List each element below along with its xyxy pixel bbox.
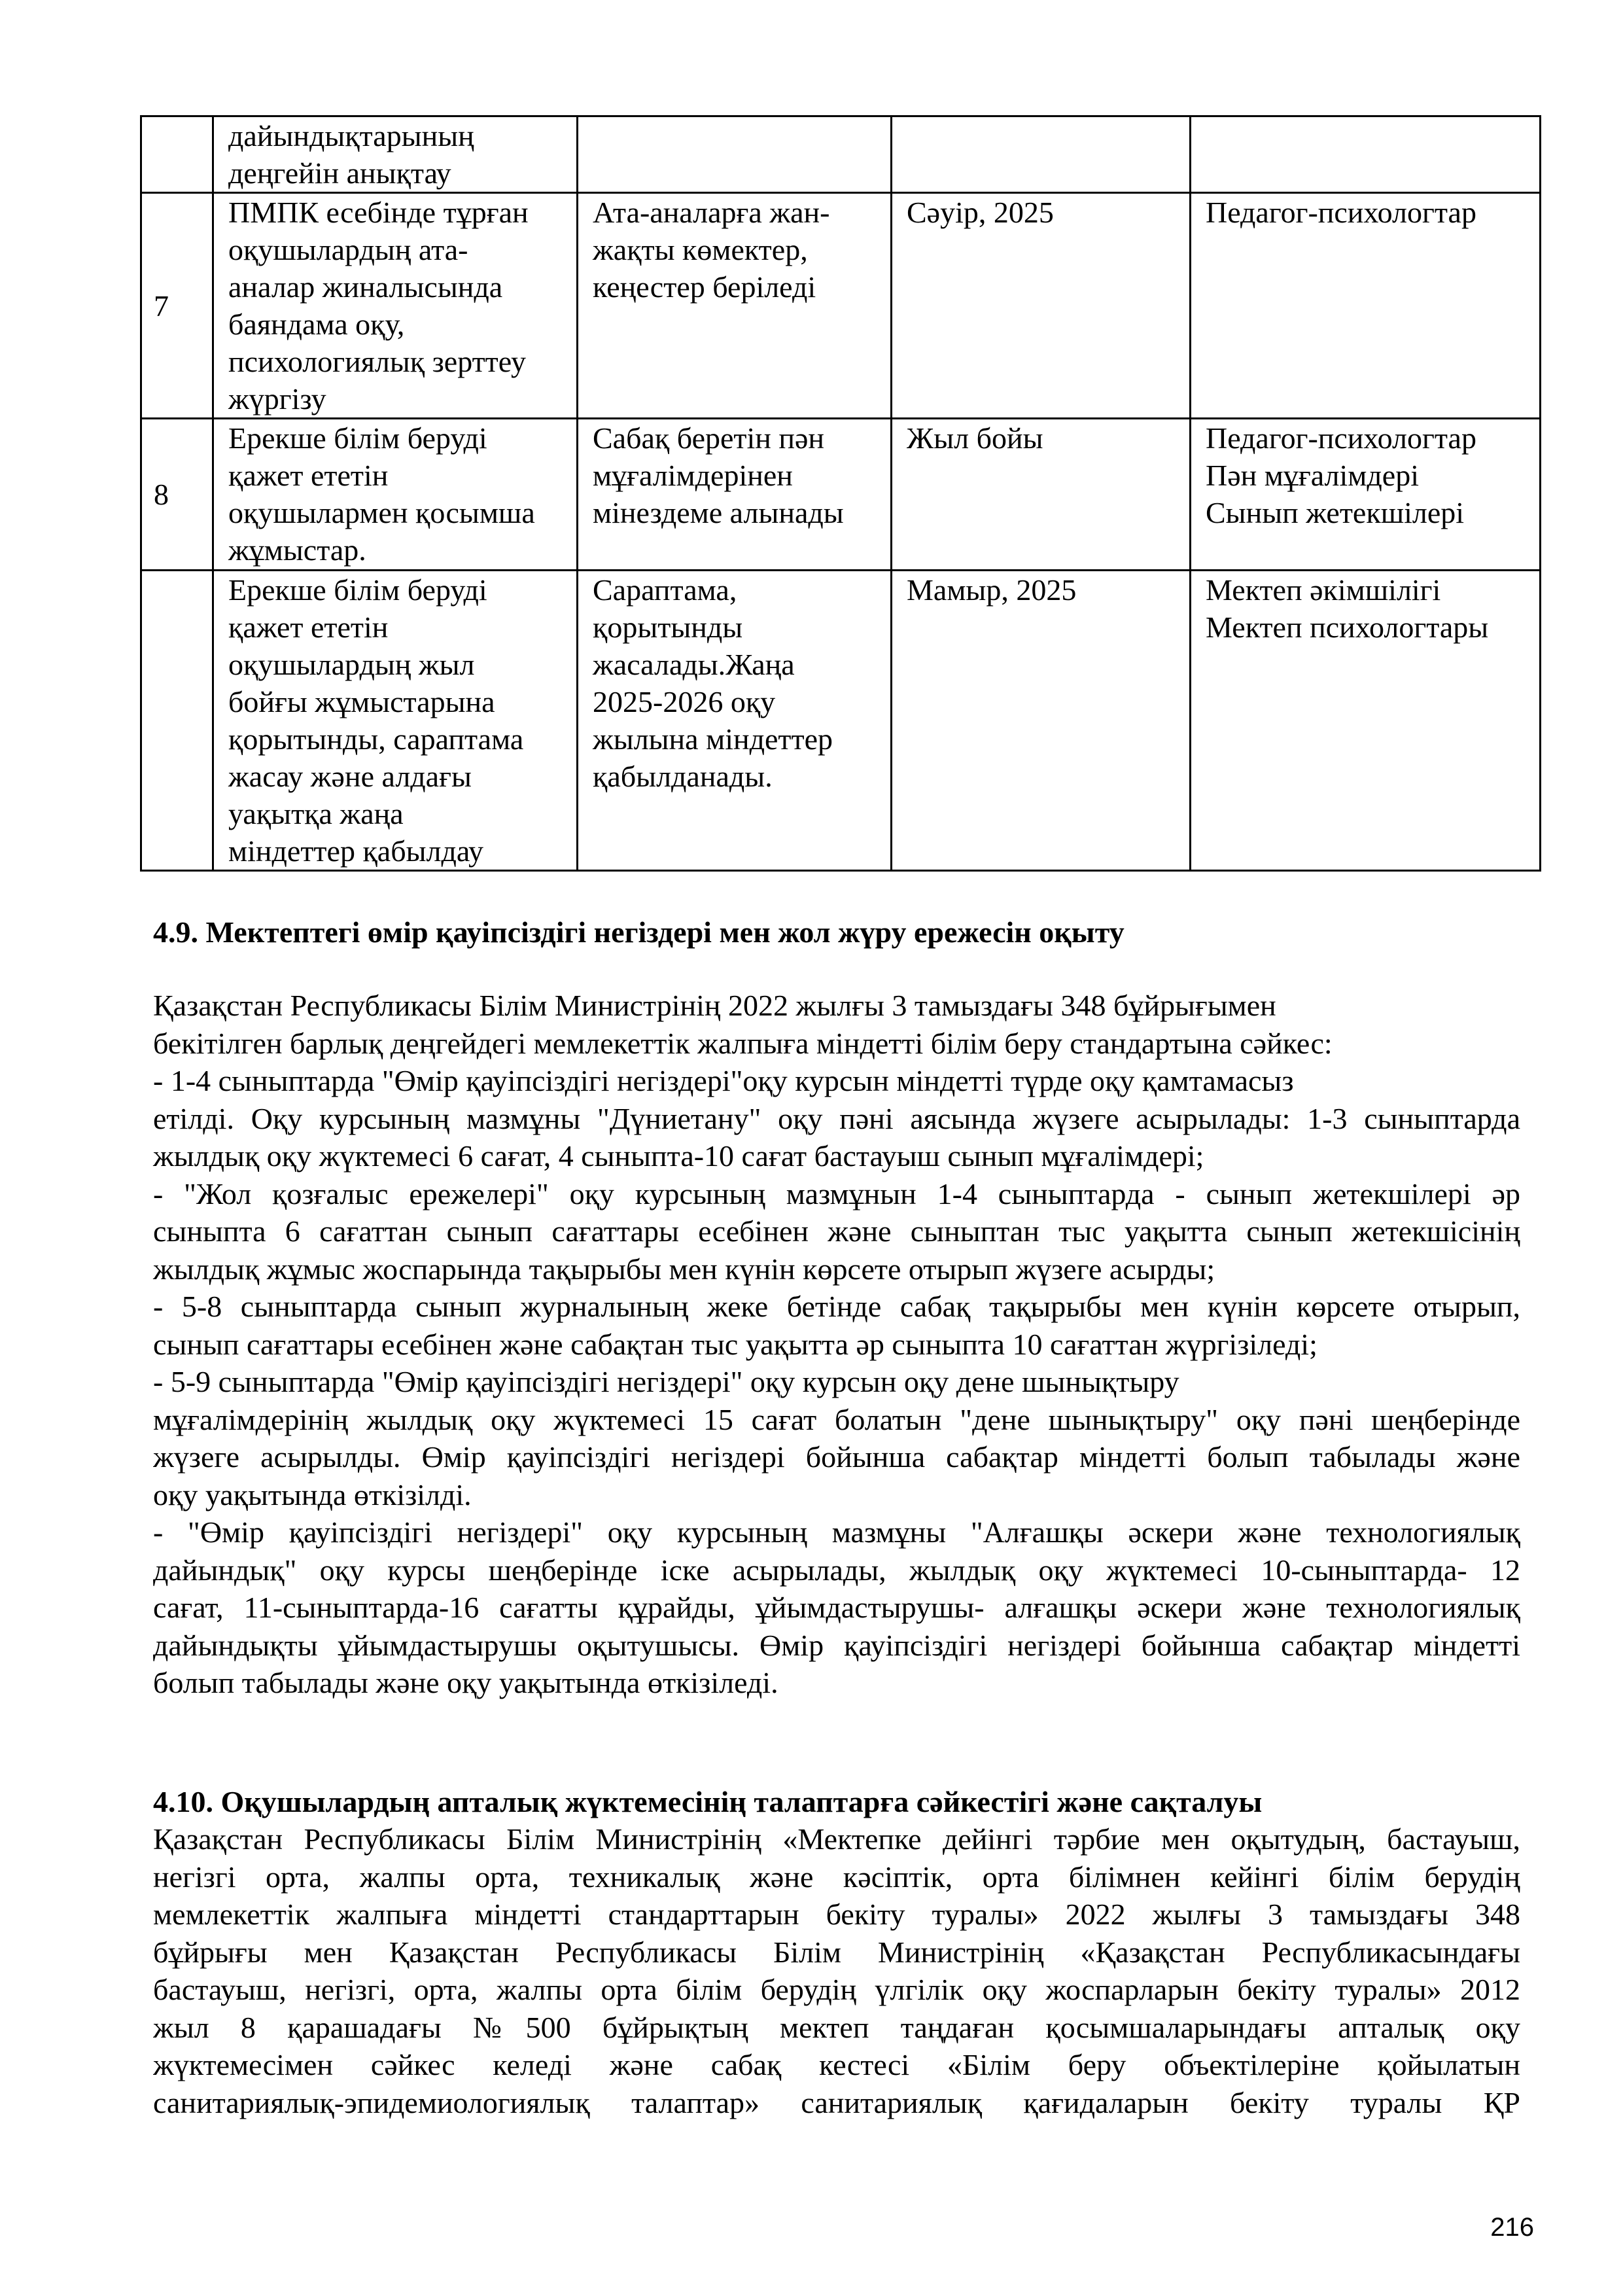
paragraph-line: дайындық" оқу курсы шеңберінде іске асырылады, жылдық оқу жүктемесі 10-сыныптарда- 12 [153,1553,1520,1587]
result-cell [578,116,892,193]
responsible-cell [1191,419,1541,571]
task-line: оқушылардың ата- [228,233,468,266]
responsible-cell [1191,571,1541,871]
paragraph-line: бұйрығы мен Қазақстан Республикасы Білім Министрінің «Қазақстан Республикасындағы [153,1935,1520,1969]
responsible-line: Пән мұғалімдері [1206,459,1419,492]
deadline-cell [892,193,1191,419]
result-line: қабылданады. [593,760,773,793]
table-row [141,571,1541,871]
deadline-cell [892,419,1191,571]
result-cell [578,419,892,571]
section-4-10-heading: 4.10. Оқушылардың апталық жүктемесінің талаптарға сәйкестігі және сақталуы [153,1785,1263,1818]
deadline-line: Мамыр, 2025 [907,573,1077,607]
plan-table [140,115,1541,872]
task-cell [213,419,578,571]
row-number-cell [141,571,213,871]
task-line: Ерекше білім беруді [228,573,487,607]
page-number: 216 [1490,2213,1534,2242]
paragraph-line: жылдық жұмыс жоспарында тақырыбы мен күнін көрсете отырып жүзеге асырды; [153,1252,1215,1286]
paragraph-line: сынып сағаттары есебінен және сабақтан тыс уақытта әр сыныпта 10 сағаттан жүргізіледі; [153,1327,1318,1361]
task-line: оқушылармен қосымша [228,496,535,529]
task-cell [213,193,578,419]
responsible-line: Педагог-психологтар [1206,196,1476,229]
paragraph-line: оқу уақытында өткізілді. [153,1477,472,1511]
result-line: жасалады.Жаңа [593,648,795,681]
task-cell [213,116,578,193]
paragraph-line: жыл 8 қарашадағы №500 бұйрықтың мектеп таңдаған қосымшаларындағы апталық оқу [153,2010,1520,2044]
task-line: қажет ететін [228,459,389,492]
result-line: Сараптама, [593,573,737,607]
task-line: психологиялық зерттеу [228,345,527,378]
responsible-line: Мектеп әкімшілігі [1206,573,1441,607]
section-4-10-body [153,1820,1520,2121]
result-cell [578,571,892,871]
paragraph-line: мұғалімдерінің жылдық оқу жүктемесі 15 сағат болатын "дене шынықтыру" оқу пәні шеңберінде [153,1402,1520,1436]
paragraph-line: - 5-8 сыныптарда сынып журналының жеке бетінде сабақ тақырыбы мен күнін көрсете отырып, [153,1290,1520,1323]
task-line: қажет ететін [228,610,389,644]
deadline-line: Жыл бойы [907,421,1043,455]
result-line: кеңестер беріледі [593,270,816,304]
result-line: мінездеме алынады [593,496,844,529]
task-line: деңгейін анықтау [228,156,451,190]
table-row [141,193,1541,419]
result-line: қорытынды [593,610,743,644]
paragraph-line: дайындықты ұйымдастырушы оқытушысы. Өмір қауіпсіздігі негіздері бойынша сабақтар міндетті [153,1628,1520,1662]
task-line: Ерекше білім беруді [228,421,487,455]
result-line: мұғалімдерінен [593,459,793,492]
task-line: қорытынды, сараптама [228,722,524,756]
result-line: жылына міндеттер [593,722,833,756]
paragraph-line: - "Жол қозғалыс ережелері" оқу курсының мазмұнын 1-4 сыныптарда - сынып жетекшілері әр [153,1176,1520,1210]
task-line: аналар жиналысында [228,270,503,304]
table-row [141,116,1541,193]
result-line: 2025-2026 оқу [593,685,776,718]
row-number-cell: 8 [141,419,213,571]
paragraph-line: Қазақстан Республикасы Білім Министрінің «Мектепке дейінгі тәрбие мен оқытудың, бастауыш, [153,1822,1520,1856]
result-line: Ата-аналарға жан- [593,196,830,229]
responsible-cell [1191,193,1541,419]
row-number-cell: 7 [141,193,213,419]
paragraph-line: жүзеге асырылды. Өмір қауіпсіздігі негіздері бойынша сабақтар міндетті болып табылады және [153,1440,1520,1474]
responsible-cell [1191,116,1541,193]
section-4-9-heading: 4.9. Мектептегі өмір қауіпсіздігі негіздері мен жол жүру ережесін оқыту [153,915,1125,949]
paragraph-line: жүктемесімен сәйкес келеді және сабақ кестесі «Білім беру объектілеріне қойылатын [153,2048,1520,2081]
paragraph-line: санитариялық-эпидемиологиялық талаптар» санитариялық қағидаларын бекіту туралы ҚР [153,2085,1520,2119]
deadline-cell [892,571,1191,871]
task-line: дайындықтарының [228,119,474,152]
result-cell [578,193,892,419]
task-line: жұмыстар. [228,533,366,567]
result-line: жақты көмектер, [593,233,808,266]
task-line: жасау және алдағы [228,760,472,793]
plan-table-body [141,116,1541,871]
row-number-cell [141,116,213,193]
task-cell [213,571,578,871]
paragraph-line: - "Өмір қауіпсіздігі негіздері" оқу курсының мазмұны "Алғашқы әскери және технологиялық [153,1515,1520,1549]
paragraph-line: сағат, 11-сыныптарда-16 сағатты құрайды, ұйымдастырушы- алғашқы әскери және технологиялық [153,1591,1520,1624]
paragraph-line: негізгі орта, жалпы орта, техникалық және кәсіптік, орта білімнен кейінгі білім берудің [153,1860,1520,1894]
paragraph-line: Қазақстан Республикасы Білім Министрінің 2022 жылғы 3 тамыздағы 348 бұйрығымен [153,989,1276,1022]
responsible-line: Мектеп психологтары [1206,610,1489,644]
task-line: міндеттер қабылдау [228,834,483,868]
table-row [141,419,1541,571]
paragraph-line: бастауыш, негізгі, орта, жалпы орта білім берудің үлгілік оқу жоспарларын бекіту туралы» 2012 [153,1973,1520,2006]
deadline-cell [892,116,1191,193]
paragraph-line: - 1-4 сыныптарда "Өмір қауіпсіздігі негіздері"оқу курсын міндетті түрде оқу қамтамасыз [153,1064,1294,1097]
deadline-line: Сәуір, 2025 [907,196,1054,229]
task-line: оқушылардың жыл [228,648,475,681]
task-line: ПМПК есебінде тұрған [228,196,529,229]
task-line: баяндама оқу, [228,308,405,341]
task-line: уақытқа жаңа [228,797,404,830]
paragraph-line: бекітілген барлық деңгейдегі мемлекеттік жалпыға міндетті білім беру стандартына сәйкес: [153,1026,1333,1060]
paragraph-line: сыныпта 6 сағаттан сынып сағаттары есебінен және сыныптан тыс уақытта сынып жетекшісінің [153,1214,1520,1248]
responsible-line: Сынып жетекшілері [1206,496,1465,529]
paragraph-line: - 5-9 сыныптарда "Өмір қауіпсіздігі негіздері" оқу курсын оқу дене шынықтыру [153,1365,1179,1398]
paragraph-line: жылдық оқу жүктемесі 6 сағат, 4 сыныпта-10 сағат бастауыш сынып мұғалімдері; [153,1139,1204,1173]
paragraph-line: болып табылады және оқу уақытында өткізіледі. [153,1666,778,1699]
responsible-line: Педагог-психологтар [1206,421,1476,455]
section-4-9-body [153,987,1520,1702]
task-line: бойғы жұмыстарына [228,685,495,718]
paragraph-line: етілді. Оқу курсының мазмұны "Дүниетану" оқу пәні аясында жүзеге асырылады: 1-3 сыныптарда [153,1101,1520,1135]
task-line: жүргізу [228,382,326,415]
result-line: Сабақ беретін пән [593,421,825,455]
paragraph-line: мемлекеттік жалпыға міндетті стандарттарын бекіту туралы» 2022 жылғы 3 тамыздағы 348 [153,1898,1520,1931]
